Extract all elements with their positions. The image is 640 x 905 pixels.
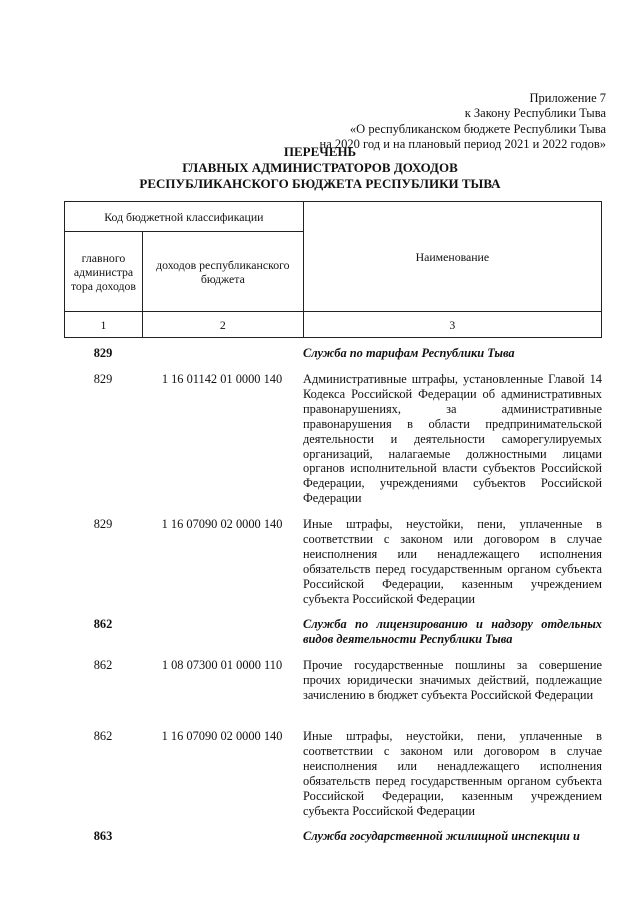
row-name: Иные штрафы, неустойки, пени, уплаченные в соответствии с законом или договором в случае неисполнения или ненадлежащего исполнения обязательств перед государственным органом субъекта Российской Федерации, казенным учреждением субъекта Российской Федерации [303, 729, 602, 818]
row-name: Административные штрафы, установленные Главой 14 Кодекса Российской Федерации об административных правонарушениях, за административные правонарушения в области предпринимательской деятельности и деятельности саморегулируемых организаций, налагаемые должностными лицами органов исполнительной власти субъектов Российской Федерации, учреждениями субъектов Российской Федерации [303, 372, 602, 506]
admin-code: 862 [93, 658, 113, 672]
admin-code: 829 [93, 517, 113, 531]
row-name: Служба государственной жилищной инспекции и [303, 829, 580, 843]
header-admin: главного администра тора доходов [65, 232, 143, 312]
title-line: ПЕРЕЧЕНЬ [283, 144, 357, 159]
admin-code: 863 [93, 829, 113, 843]
row-name: Прочие государственные пошлины за совершение прочих юридически значимых действий, подлежащие зачислению в бюджет субъекта Российской Федерации [303, 658, 602, 702]
admin-code: 862 [93, 729, 113, 743]
row-name: Служба по лицензированию и надзору отдельных видов деятельности Республики Тыва [303, 617, 602, 646]
appendix-line: к Закону Республики Тыва [464, 106, 606, 121]
row-name: Служба по тарифам Республики Тыва [303, 346, 515, 360]
header-num: 2 [142, 312, 303, 338]
title-line: ГЛАВНЫХ АДМИНИСТРАТОРОВ ДОХОДОВ [182, 160, 458, 175]
document-title [40, 144, 600, 192]
appendix-line: на 2020 год и на плановый период 2021 и 2022 годов» [319, 137, 606, 152]
header-name: Наименование [303, 202, 601, 312]
appendix-line: Приложение 7 [529, 91, 606, 105]
admin-code: 829 [93, 346, 113, 360]
revenue-code: 1 16 01142 01 0000 140 [161, 372, 283, 386]
header-num: 3 [303, 312, 601, 338]
title-line: РЕСПУБЛИКАНСКОГО БЮДЖЕТА РЕСПУБЛИКИ ТЫВА [139, 176, 501, 191]
header-num: 1 [65, 312, 143, 338]
appendix-line: «О республиканском бюджете Республики Тыва [349, 121, 606, 136]
table-header [64, 201, 602, 338]
row-name: Иные штрафы, неустойки, пени, уплаченные в соответствии с законом или договором в случае неисполнения или ненадлежащего исполнения обязательств перед государственным органом субъекта Российской Федерации, казенным учреждением субъекта Российской Федерации [303, 517, 602, 606]
admin-code: 829 [93, 372, 113, 386]
revenue-code: 1 08 07300 01 0000 110 [161, 658, 283, 672]
revenue-code: 1 16 07090 02 0000 140 [161, 729, 283, 743]
header-code-group: Код бюджетной классификации [65, 202, 304, 232]
header-revenue: доходов республиканского бюджета [142, 232, 303, 312]
revenue-code: 1 16 07090 02 0000 140 [161, 517, 283, 531]
admin-code: 862 [93, 617, 113, 631]
